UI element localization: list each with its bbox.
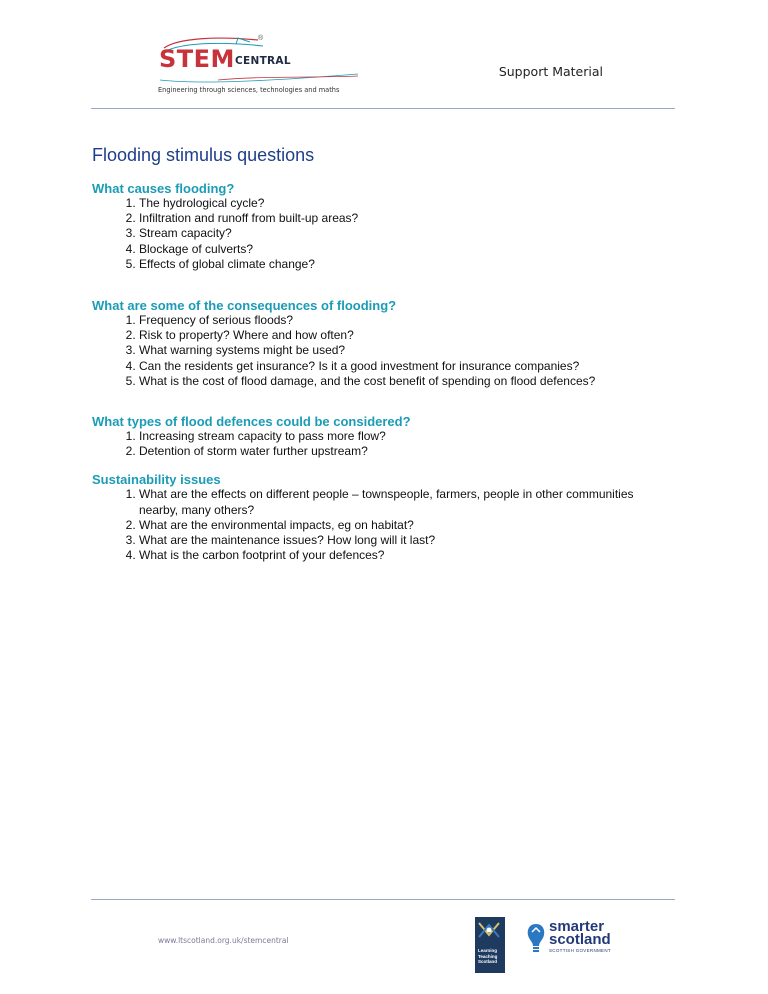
list-item: 4. Blockage of culverts? — [139, 242, 672, 257]
smarter-scotland-logo — [526, 922, 546, 961]
section-heading: What types of flood defences could be considered? — [92, 414, 411, 430]
logo-registered-mark: ® — [258, 35, 264, 42]
logo-central-text: CENTRAL — [235, 55, 291, 67]
footer-url-link[interactable]: www.ltscotland.org.uk/stemcentral — [158, 936, 289, 945]
lightbulb-icon — [526, 922, 546, 956]
question-list — [92, 429, 672, 459]
logo-tagline: Engineering through sciences, technologies and maths — [158, 86, 340, 94]
question-list — [92, 487, 672, 563]
document-body — [92, 145, 672, 563]
list-item: 1. Frequency of serious floods? — [139, 313, 672, 328]
list-item: 5. Effects of global climate change? — [139, 257, 672, 272]
page-title: Flooding stimulus questions — [92, 145, 315, 165]
list-item: 4. What is the carbon footprint of your defences? — [139, 548, 672, 563]
section-heading: What are some of the consequences of flooding? — [92, 298, 397, 314]
list-item: 4. Can the residents get insurance? Is it a good investment for insurance companies? — [139, 359, 672, 374]
list-item: 1. What are the effects on different people – townspeople, farmers, people in other communities nearby, many others? — [139, 487, 672, 517]
support-material-label: Support Material — [498, 64, 603, 79]
section-heading: Sustainability issues — [92, 472, 221, 488]
list-item: 5. What is the cost of flood damage, and the cost benefit of spending on flood defences? — [139, 374, 672, 389]
stem-central-logo — [158, 36, 358, 96]
list-item: 2. What are the environmental impacts, eg on habitat? — [139, 518, 672, 533]
ltscotland-logo-text: Learning Teaching Scotland — [478, 948, 498, 964]
smarter-scotland-line2: scotland — [549, 931, 611, 948]
smarter-scotland-line1: smarter — [549, 918, 605, 935]
footer-divider — [91, 899, 675, 900]
list-item: 3. What warning systems might be used? — [139, 343, 672, 358]
scottish-government-label: SCOTTISH GOVERNMENT — [549, 948, 611, 953]
list-item: 2. Detention of storm water further upstream? — [139, 444, 672, 459]
page-header — [0, 0, 768, 112]
list-item: 3. Stream capacity? — [139, 226, 672, 241]
smarter-scotland-text — [549, 920, 611, 946]
ltscotland-logo-graphic — [475, 917, 505, 973]
list-item: 1. Increasing stream capacity to pass more flow? — [139, 429, 672, 444]
list-item: 3. What are the maintenance issues? How long will it last? — [139, 533, 672, 548]
list-item: 2. Risk to property? Where and how often? — [139, 328, 672, 343]
list-item: 1. The hydrological cycle? — [139, 196, 672, 211]
question-list — [92, 196, 672, 272]
ltscotland-logo — [475, 917, 505, 973]
question-list — [92, 313, 672, 389]
section-heading: What causes flooding? — [92, 181, 235, 196]
header-divider — [91, 108, 675, 109]
logo-stem-text: STEM — [159, 45, 235, 73]
list-item: 2. Infiltration and runoff from built-up areas? — [139, 211, 672, 226]
